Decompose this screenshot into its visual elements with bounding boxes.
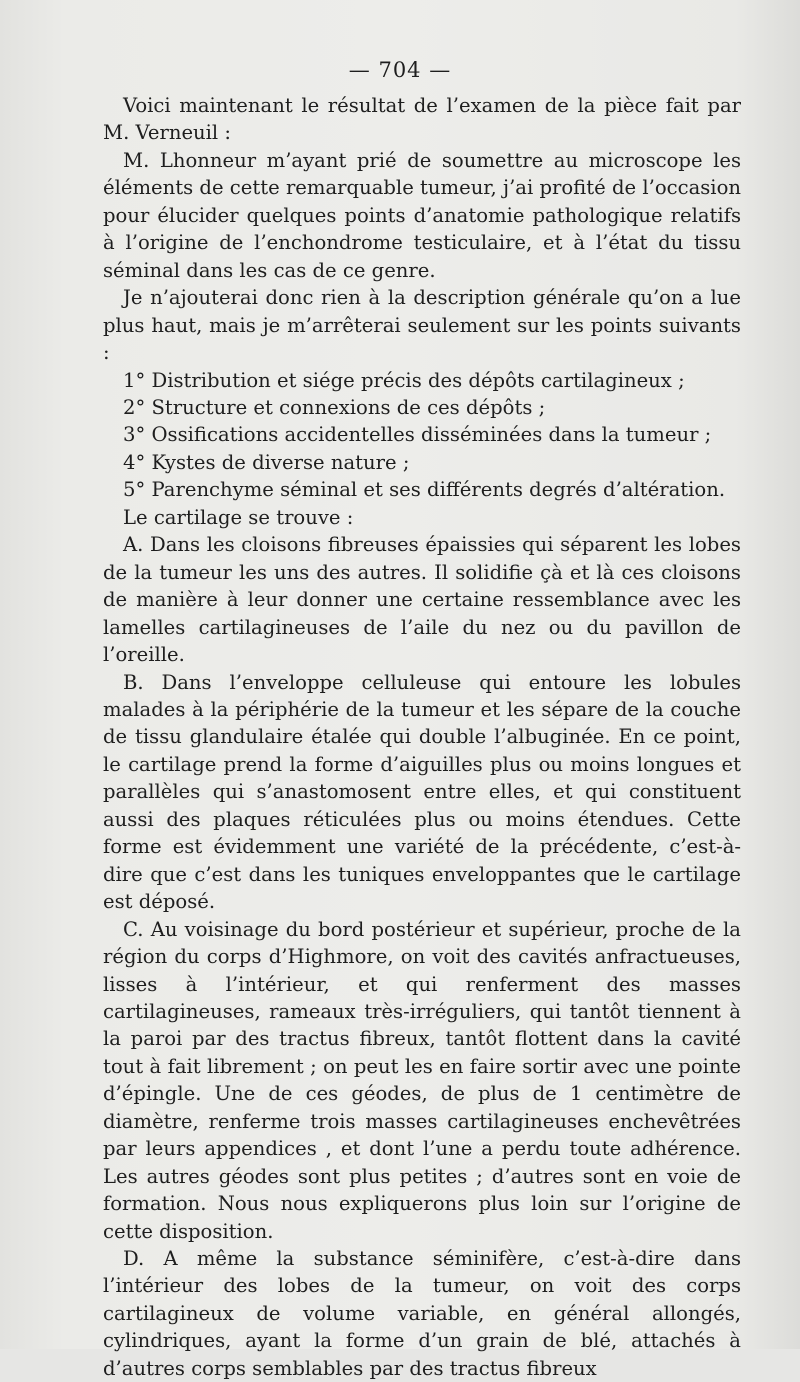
paragraph-c: C. Au voisinage du bord postérieur et supérieur, proche de la région du corps d’Highmore, on voit des cavités anfractueuses, lisses à l’intérieur, et qui renferment des masses cartilagineuses, rameaux très-irréguliers, qui tantôt tiennent à la paroi par des tractus fibreux, tantôt flottent dans la cavité tout à fait librement ; on peut les en faire sortir avec une pointe d’épingle. Une de ces géodes, de plus de 1 centimètre de diamètre, renferme trois masses cartilagineuses enchevêtrées par leurs appendices , et dont l’une a perdu toute adhérence. Les autres géodes sont plus petites ; d’autres sont en voie de formation. Nous nous expliquerons plus loin sur l’origine de cette disposition. [103,917,741,1243]
paragraph-b: B. Dans l’enveloppe celluleuse qui entoure les lobules malades à la périphérie de la tumeur et les sépare de la couche de tissu glandulaire étalée qui double l’albuginée. En ce point, le cartilage prend la forme d’aiguilles plus ou moins longues et parallèles qui s’anastomosent entre elles, et qui constituent aussi des plaques réticulées plus ou moins étendues. Cette forme est évidemment une variété de la précédente, c’est-à-dire que c’est dans les tuniques enveloppantes que le cartilage est déposé. [103,670,741,914]
paragraph-intro: Voici maintenant le résultat de l’examen de la pièce fait par M. Verneuil : [103,94,741,145]
paragraph-lhonneur: M. Lhonneur m’ayant prié de soumettre au microscope les éléments de cette remarquable tumeur, j’ai profité de l’occasion pour élucider quelques points d’anatomie pathologique relatifs à l’origine de l’enchondrome testiculaire, et à l’état du tissu séminal dans les cas de ce genre. [103,148,741,282]
paragraph-cartilage: Le cartilage se trouve : [123,505,354,529]
list-item-2: 2° Structure et connexions de ces dépôts ; [123,395,546,419]
paragraph-d: D. A même la substance séminifère, c’est-à-dire dans l’intérieur des lobes de la tumeur, on voit des corps cartilagineux de volume variable, en général allongés, cylindriques, ayant la forme d’un grain de blé, attachés à d’autres corps semblables par des tractus fibreux [103,1247,741,1380]
list-item-4: 4° Kystes de diverse nature ; [123,450,410,474]
list-item-5: 5° Parenchyme séminal et ses différents degrés d’altération. [123,478,726,502]
paragraph-a: A. Dans les cloisons fibreuses épaissies qui séparent les lobes de la tumeur les uns des autres. Il solidifie çà et là ces cloisons de manière à leur donner une certaine ressemblance avec les lamelles cartilagineuses de l’aile du nez ou du pavillon de l’oreille. [103,533,741,667]
page-number: — 704 — [348,58,452,82]
list-item-3: 3° Ossifications accidentelles disséminées dans la tumeur ; [123,423,712,447]
list-item-1: 1° Distribution et siége précis des dépôts cartilagineux ; [123,368,685,392]
paragraph-points: Je n’ajouterai donc rien à la description générale qu’on a lue plus haut, mais je m’arrêterai seulement sur les points suivants : [103,286,741,365]
body-text [103,92,741,1382]
